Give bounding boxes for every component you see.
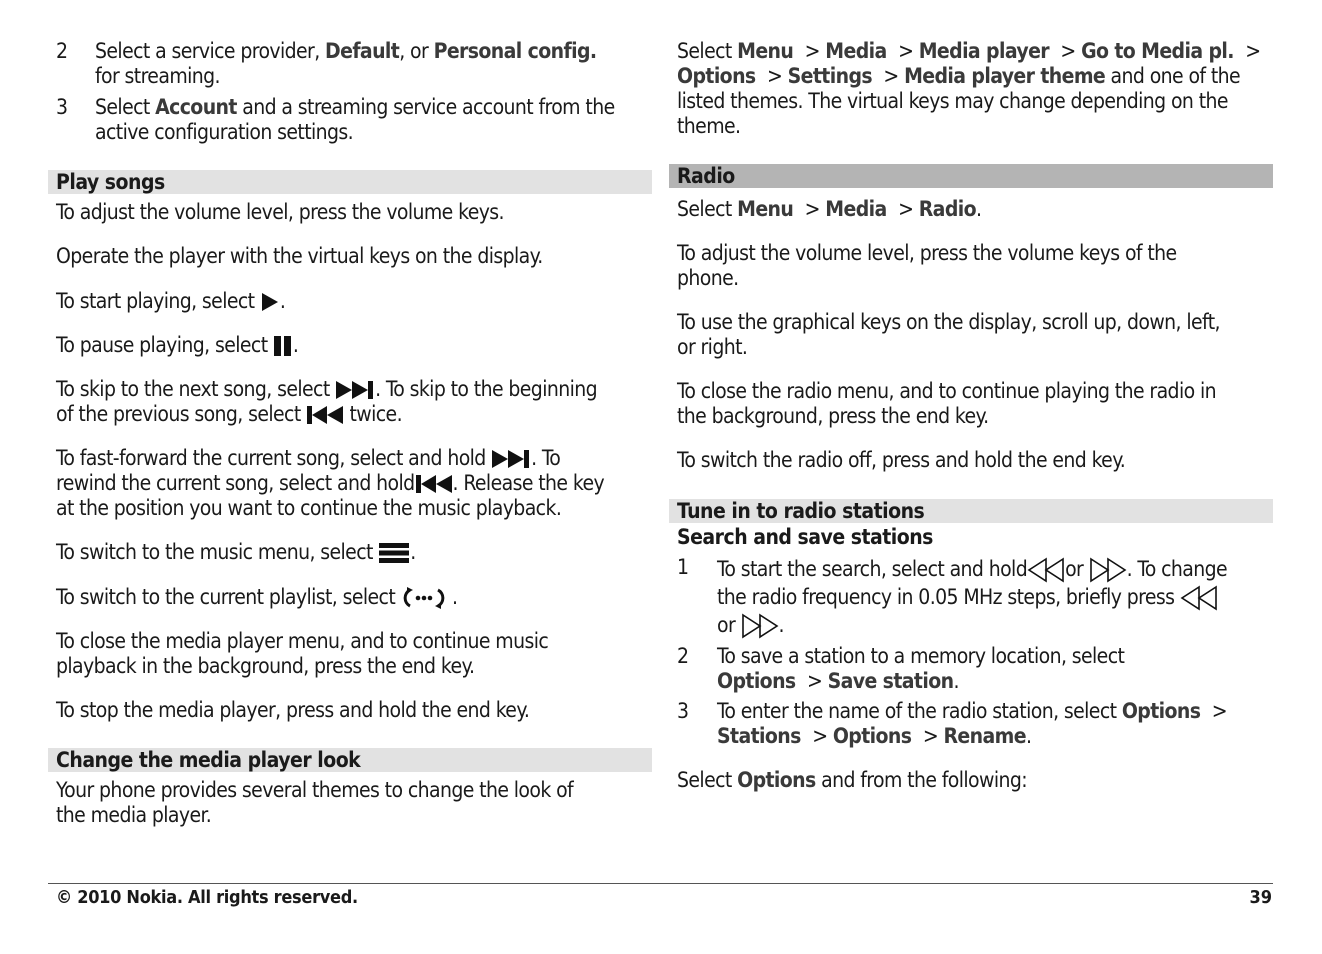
menu-term-menu: Menu [737,39,794,63]
menu-term-options: Options [832,724,912,748]
text: rewind the current song, select and hold [56,471,415,495]
seek-back-icon [1180,585,1218,611]
paragraph: To adjust the volume level, press the volume keys. [56,200,504,224]
paragraph-themes [56,778,644,828]
menu-term-save-station: Save station [827,669,954,693]
text: the background, press the end key. [677,404,989,428]
menu-term-default: Default [325,39,400,63]
paragraph-select-options [677,768,1265,793]
text: To use the graphical keys on the display, scroll up, down, left, [677,310,1220,334]
menu-term-menu: Menu [737,197,794,221]
path-separator: > [898,197,914,221]
text: To skip to the next song, select [56,377,330,401]
step-1-text: To start the search, select and hold or . To change the radio frequency in 0.05 MHz steps, briefly press or . [717,557,1228,637]
path-separator: > [883,64,899,88]
menu-list-icon [378,542,410,564]
path-separator: > [1060,39,1076,63]
text: Select [677,197,732,221]
paragraph [677,241,1265,291]
text: Select [95,95,156,119]
paragraph-fast-forward [56,446,644,521]
menu-term-stations: Stations [717,724,801,748]
text: of the previous song, select [56,402,301,426]
text: To start the search, select and hold [717,557,1028,581]
path-separator: > [1211,699,1228,723]
text: Your phone provides several themes to change the look of [56,778,574,802]
footer-divider [48,883,1273,884]
text: phone. [677,266,739,290]
paragraph-skip [56,377,644,427]
text: . To skip to the beginning [375,377,598,401]
page-number: 39 [1249,887,1272,908]
step-2-text [95,39,644,89]
paragraph-radio-path: Select Menu > Media > Radio. [677,197,982,221]
text: and one of the [1110,64,1241,88]
text: and from the following: [821,768,1028,792]
text: . Release the key [452,471,605,495]
menu-term-options: Options [737,768,816,792]
paragraph-pause: To pause playing, select . [56,333,299,357]
text: To adjust the volume level, press the volume keys of the [677,241,1177,265]
text: the radio frequency in 0.05 MHz steps, briefly press [717,585,1175,609]
heading-text: Change the media player look [56,748,361,772]
text: To close the media player menu, and to continue music [56,629,549,653]
step-3-text [95,95,644,145]
text: theme. [677,114,741,138]
playlist-icon [401,586,447,610]
path-separator: > [1245,39,1261,63]
path-separator: > [812,724,828,748]
text: at the position you want to continue the music playback. [56,496,562,520]
text: or [717,613,736,637]
text: Select [677,768,732,792]
heading-text: Play songs [56,170,165,194]
seek-forward-icon [1089,557,1127,583]
seek-forward-icon [741,613,779,639]
text: playback in the background, press the end key. [56,654,475,678]
text: the media player. [56,803,212,827]
path-separator: > [806,669,823,693]
text: To fast-forward the current song, select and hold [56,446,486,470]
text: and a streaming service account from the [236,95,615,119]
section-heading-play-songs [48,170,652,194]
menu-term-media-player: Media player [918,39,1050,63]
paragraph: To stop the media player, press and hold the end key. [56,698,530,722]
text: To switch to the current playlist, select [56,585,396,609]
menu-term-account: Account [155,95,237,119]
menu-term-rename: Rename [943,724,1026,748]
rewind-icon [415,474,453,494]
step-number: 2 [56,39,68,63]
paragraph-playlist: To switch to the current playlist, select . [56,585,458,609]
path-separator: > [898,39,914,63]
menu-term-go-to-media: Go to Media pl. [1081,39,1234,63]
text: To close the radio menu, and to continue playing the radio in [677,379,1216,403]
text: listed themes. The virtual keys may change depending on the [677,89,1228,113]
text: twice. [349,402,402,426]
menu-term-options: Options [717,669,796,693]
heading-text: Tune in to radio stations [677,499,925,523]
text: . To [531,446,561,470]
section-heading-change-look [48,748,652,772]
text: or right. [677,335,748,359]
text: . To change [1126,557,1228,581]
step-3-text: To enter the name of the radio station, select Options > Stations > Options > Rename. [717,699,1228,748]
skip-previous-icon [306,405,344,425]
text: or [1065,557,1084,581]
menu-term-personal-config: Personal config. [433,39,597,63]
menu-term-options: Options [677,64,756,88]
fast-forward-icon [491,449,531,469]
text: active configuration settings. [95,120,354,144]
text: To enter the name of the radio station, select [717,699,1117,723]
text: Select a service provider, [95,39,326,63]
menu-term-radio: Radio [918,197,976,221]
paragraph-theme-path [677,39,1265,139]
footer-copyright: © 2010 Nokia. All rights reserved. [56,887,358,908]
paragraph-start-playing: To start playing, select . [56,289,286,313]
text: To start playing, select [56,289,255,313]
paragraph [677,379,1265,429]
path-separator: > [922,724,939,748]
step-number: 3 [56,95,68,119]
step-number: 1 [677,555,689,579]
text: , or [399,39,434,63]
text: Select [677,39,732,63]
pause-icon [273,335,293,357]
step-number: 3 [677,699,689,723]
paragraph [677,310,1265,360]
seek-back-icon [1027,557,1065,583]
paragraph-music-menu: To switch to the music menu, select . [56,540,416,564]
section-heading-tune [669,499,1273,523]
menu-term-media: Media [825,39,887,63]
menu-term-media: Media [825,197,887,221]
heading-text: Radio [677,164,735,188]
path-separator: > [766,64,783,88]
text: To pause playing, select [56,333,268,357]
path-separator: > [804,197,820,221]
path-separator: > [804,39,820,63]
menu-term-settings: Settings [787,64,873,88]
paragraph: Operate the player with the virtual keys on the display. [56,244,543,268]
skip-next-icon [335,380,375,400]
text: To save a station to a memory location, select [717,644,1125,668]
text: To switch to the music menu, select [56,540,373,564]
menu-term-theme: Media player theme [904,64,1106,88]
menu-term-options: Options [1121,699,1201,723]
section-heading-radio [669,164,1273,188]
paragraph-close-menu [56,629,644,679]
text: for streaming. [95,64,220,88]
step-2-text: To save a station to a memory location, select Options > Save station. [717,644,1125,693]
play-icon [260,292,280,312]
step-number: 2 [677,644,689,668]
paragraph: To switch the radio off, press and hold the end key. [677,448,1126,472]
subheading-search-save: Search and save stations [677,525,933,549]
